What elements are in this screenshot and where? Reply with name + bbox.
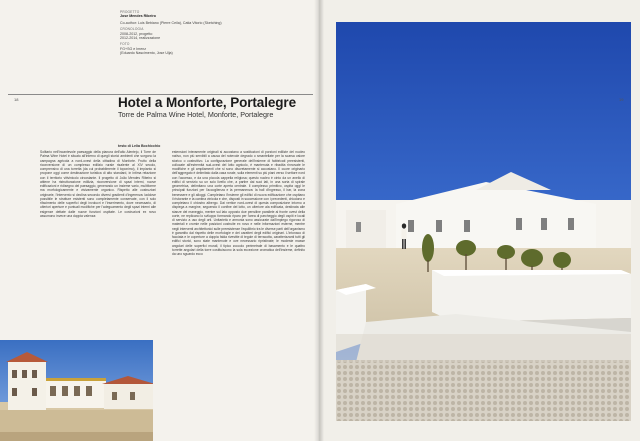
article-author: testo di Lelia Bochicchio bbox=[118, 144, 161, 148]
left-page bbox=[0, 0, 318, 441]
photo-hotel-courtyard-small bbox=[0, 340, 153, 441]
page-number-left: 18 bbox=[14, 97, 19, 102]
article-subtitle: Torre de Palma Wine Hotel, Monforte, Portalegre bbox=[118, 110, 274, 119]
column-2-text: estensioni interamente originali si accostano a sostituzioni di porzioni edilizie del nucleo natìvo, non più servibili a causa del notevole degrado o smantellate per la scarsa valore storico o costruttivo. La configurazione generale dell'insieme di fabbricati preesistenti, collocate all'estremità sud-ovest del lotto agricolo, è mantenuta e ribadita rinnovate le modifiche e gli ampliamenti che si sono discretamente si accostano. Il cuore originario dell'aggregato è delimitato dalla casa rurale, sulla elementi su più piani verso il settore nord con l'accesso, e da una piccola cappella religiosa; questo nucleo è cinto da un anello di edifici di servizio su un solo livello che, a partire dai suoi lati, in una sorta di spirale geometrica, delimitano una corte aperta centrale. Il complesso primitivo, ospita oggi le principali funzioni per l'accoglienza e la permanenza: la hall d'ingresso, il bar, la zona benessere e gli alloggi. Completano l'insieme gli edifici di nuova edificazione che ospitano il ristorante e la cantina vinicola e che, disposti in successione con i precedenti, chiudono e completano il chiostro albergo. Dai vertice nord-ovest di questa composizione intorno a dispiega a margine, seguendo il confine del lotto, un ulteriore ala edificata, destinata alle stanze del maneggio, mentre sul lato opposto due pensiline parallele al fronte ovest della corte, ne replicano lo sviluppo formando riparo per l'area di parcheggio degli ospiti e locali di servizio a uso degli orti. Unitarietà e armonia sono assicurate dall'impiego rigoroso di materiali e cromie nelle posizioni costruite ex novo e nelle informazioni esterne, mentre negli interventi architettonici sulle preesistenze l'equilibrio tra le diverse parti dell'organismo è garantito dal rispetto delle morfologie e dei caratteri degli edifici originari. L'intonaco di facciata e le coperture a doppia falda rivestite di tegole di terracotta, caratterizzanti tutti gli edifici storici, sono state mantenute e ove necessario ripristinate; le modeste masse angolari delle superfici murali, il tipico zoccolo perimetrale di basamento e le quattro torrette angolari della torre costituiscono la sola eccezione cromatica dell'insieme, definito da uno sguardo ecco bbox=[172, 150, 305, 256]
credit-foto-1: FG+SG e Imenz bbox=[120, 46, 147, 51]
column-1-text: Solitario nell'incantevole paesaggio della pianura dell'alto Alentejo, il Torre de Palma Wine Hotel è situato all'interno di quegli storici ambienti che sorgono la campagna agricola a nord-ovest della cittadina di Monforte. Frutto della riconversione di un complesso edilizio rurale risalente al XIV secolo, comprensivo di una torretta (da cui probabilmente il toponimo), il impianto si propone oggi come destinazione turistica di alto standard, in intima relazione con il territorio vitivinicolo circostante. Il progetto di João Mendes Ribeiro si attiene ha ristrutturazione edilizia, riconversione di spazi interni, nuove edificazioni e ridisegno del paesaggio, generando un insieme vario, multiforme ma morfologicamente e visivamente organico. Rispetto alle costruzioni originarie, l'intervento si declina secondo diversi gradienti d'ingerenza: laddove possibile le strutture esistenti sono completamente conservate, con il solo rifacimento delle superfici degli involucri e l'inserimento, dove necessario, di ulteriori aperture e puntuali modifiche per l'adeguamento degli spazi interni alle esigenze dettate dalle nuove funzioni ospitate. Le costruzioni ex novo assumono invece una doppia valenza: bbox=[40, 150, 156, 218]
credit-collaborators: Co-author: Luis Bebiano (Pierre Ceila), Catia Vitorio (Sketching) bbox=[120, 20, 222, 25]
project-credits bbox=[120, 10, 230, 58]
photo-hotel-courtyard-large bbox=[336, 22, 631, 421]
credit-foto-2: (Eduardo Nascimento, Jose Ulja) bbox=[120, 51, 173, 56]
credit-label-foto: FOTO bbox=[120, 42, 130, 47]
article-title: Hotel a Monforte, Portalegre bbox=[118, 95, 296, 110]
book-gutter bbox=[314, 0, 324, 441]
credit-label-cronologia: CRONOLOGIA bbox=[120, 27, 144, 32]
page-number-right: 19 bbox=[619, 97, 624, 102]
credit-cronologia-2: 2012-2014, realizzazione bbox=[120, 36, 161, 41]
credit-label-progetto: PROGETTO bbox=[120, 10, 140, 14]
photo-large-illustration bbox=[336, 22, 631, 421]
credit-cronologia-1: 2008-2012, progetto bbox=[120, 31, 153, 36]
photo-small-illustration bbox=[0, 340, 153, 441]
credit-architect: Jose Mendes Ribeiro bbox=[120, 14, 156, 19]
text-column-1 bbox=[40, 150, 156, 218]
text-column-2 bbox=[172, 150, 305, 256]
